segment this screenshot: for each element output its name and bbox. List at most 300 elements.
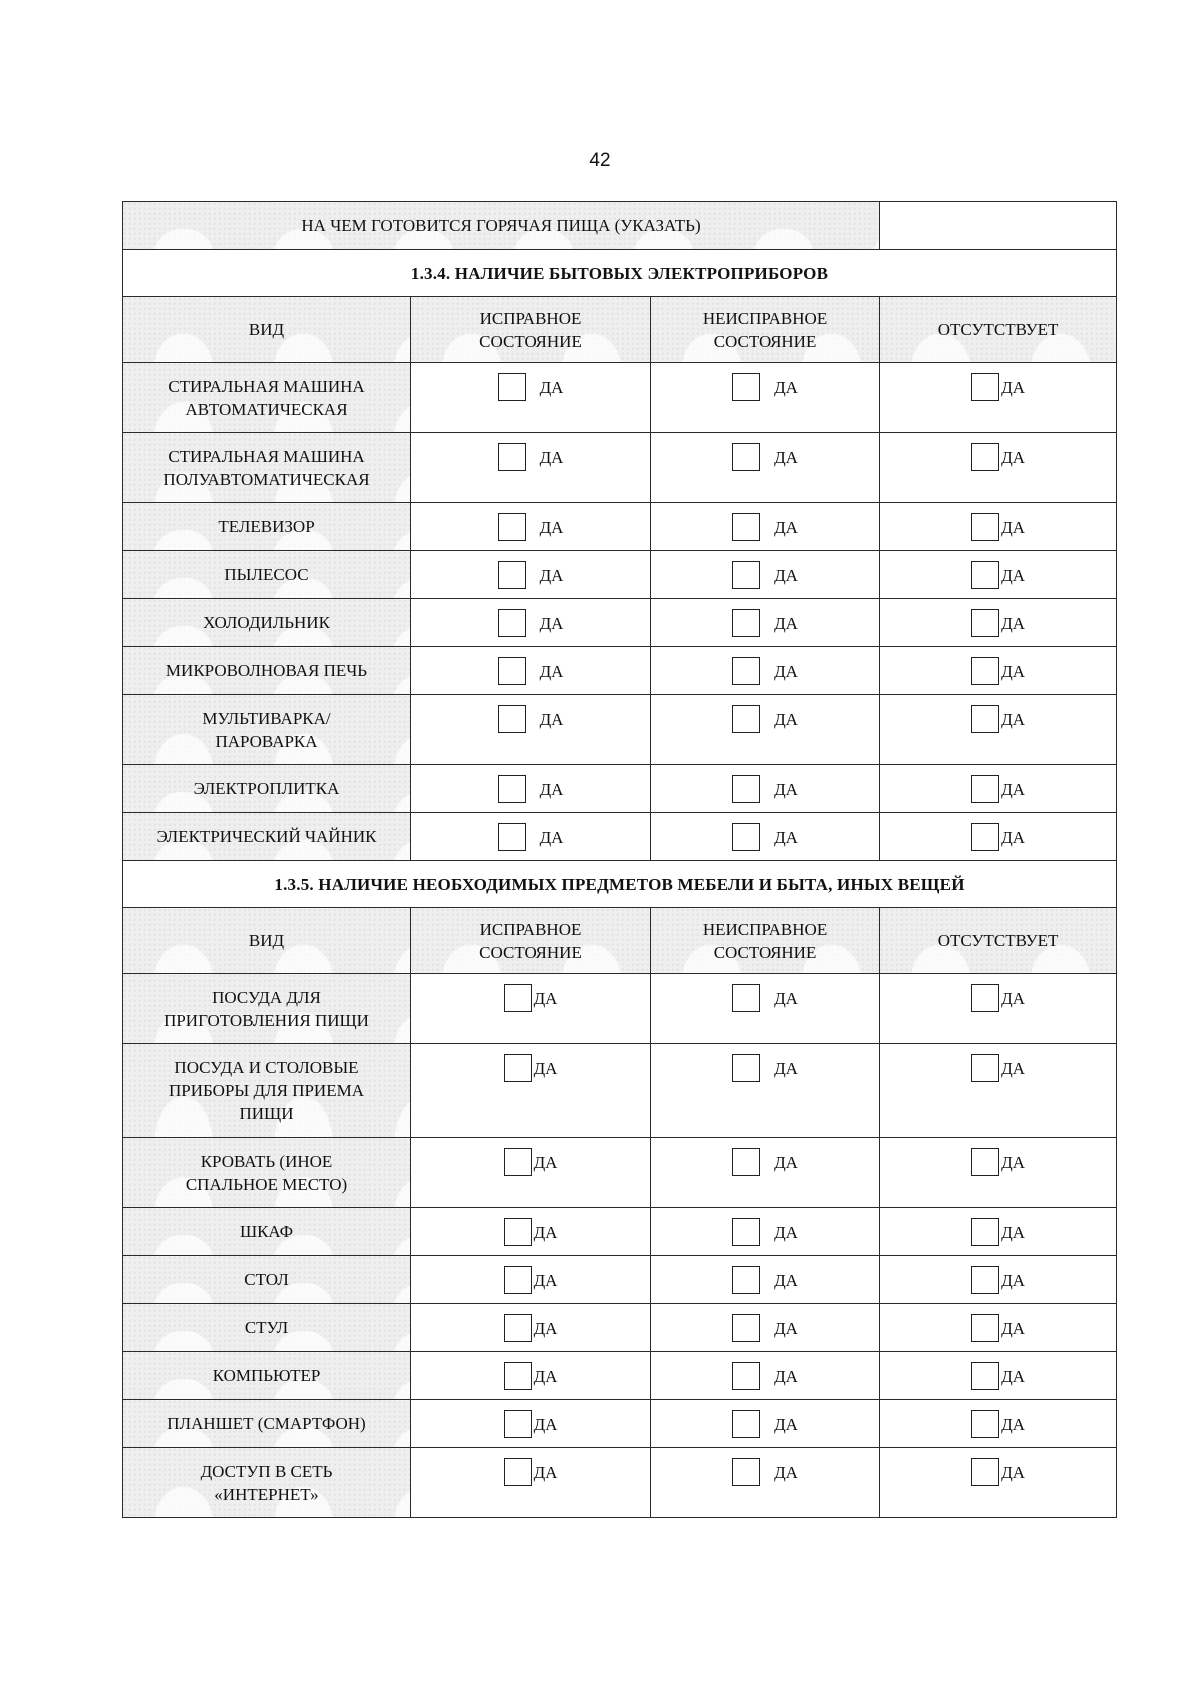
furniture-item-row	[123, 1256, 1117, 1304]
option-absent	[971, 823, 1025, 851]
checkbox-good[interactable]	[504, 1362, 532, 1390]
column-header-absent: ОТСУТСТВУЕТ	[880, 908, 1117, 974]
option-cell-good	[411, 1304, 651, 1352]
checkbox-label: ДА	[1001, 1414, 1025, 1434]
appliances-item-name	[123, 695, 411, 765]
checkbox-absent[interactable]	[971, 443, 999, 471]
checkbox-label: ДА	[774, 1414, 798, 1434]
option-bad	[732, 1458, 798, 1486]
furniture-item-name	[123, 974, 411, 1044]
checkbox-bad[interactable]	[732, 1218, 760, 1246]
option-bad	[732, 984, 798, 1012]
furniture-item-row	[123, 1044, 1117, 1138]
option-cell-bad	[651, 1044, 880, 1138]
checkbox-good[interactable]	[498, 705, 526, 733]
option-good	[498, 513, 564, 541]
option-absent	[971, 1266, 1025, 1294]
checkbox-bad[interactable]	[732, 984, 760, 1012]
checkbox-label: ДА	[1001, 613, 1025, 633]
option-cell-bad	[651, 599, 880, 647]
furniture-item-row	[123, 1400, 1117, 1448]
option-good	[498, 775, 564, 803]
option-bad	[732, 1410, 798, 1438]
checkbox-label: ДА	[1001, 1152, 1025, 1172]
cooking-label: НА ЧЕМ ГОТОВИТСЯ ГОРЯЧАЯ ПИЩА (УКАЗАТЬ)	[123, 202, 880, 250]
option-absent	[971, 513, 1025, 541]
option-cell-good	[411, 765, 651, 813]
checkbox-label: ДА	[774, 613, 798, 633]
option-cell-absent	[880, 551, 1117, 599]
checkbox-label: ДА	[533, 988, 558, 1008]
checkbox-absent[interactable]	[971, 657, 999, 685]
option-cell-bad	[651, 695, 880, 765]
checkbox-label: ДА	[774, 1270, 798, 1290]
option-cell-absent	[880, 1208, 1117, 1256]
checkbox-good[interactable]	[504, 1218, 532, 1246]
option-cell-good	[411, 1400, 651, 1448]
option-cell-good	[411, 1044, 651, 1138]
furniture-item-name	[123, 1044, 411, 1138]
option-cell-good	[411, 363, 651, 433]
column-header-kind: ВИД	[123, 297, 411, 363]
checkbox-label: ДА	[539, 447, 564, 467]
checkbox-label: ДА	[774, 1462, 798, 1482]
column-header-good-line: СОСТОЯНИЕ	[479, 942, 582, 962]
option-absent	[971, 984, 1025, 1012]
option-cell-bad	[651, 1208, 880, 1256]
furniture-item-name	[123, 1352, 411, 1400]
option-cell-absent	[880, 503, 1117, 551]
option-good	[504, 984, 558, 1012]
option-good	[498, 443, 564, 471]
checkbox-label: ДА	[1001, 709, 1025, 729]
checkbox-label: ДА	[1001, 1222, 1025, 1242]
option-good	[504, 1054, 558, 1082]
option-good	[498, 657, 564, 685]
checkbox-label: ДА	[1001, 988, 1025, 1008]
checkbox-good[interactable]	[504, 1266, 532, 1294]
item-name-line: ПРИГОТОВЛЕНИЯ ПИЩИ	[164, 1010, 369, 1030]
checkbox-label: ДА	[774, 447, 798, 467]
checkbox-absent[interactable]	[971, 1266, 999, 1294]
option-absent	[971, 1410, 1025, 1438]
checkbox-label: ДА	[539, 827, 564, 847]
checkbox-bad[interactable]	[732, 775, 760, 803]
column-header-good	[411, 908, 651, 974]
item-name-line: «ИНТЕРНЕТ»	[214, 1484, 319, 1504]
option-good	[504, 1362, 558, 1390]
furniture-item-name	[123, 1256, 411, 1304]
item-name-line: ЭЛЕКТРОПЛИТКА	[193, 779, 340, 798]
checkbox-label: ДА	[774, 517, 798, 537]
checkbox-good[interactable]	[504, 1314, 532, 1342]
option-bad	[732, 373, 798, 401]
option-cell-absent	[880, 1352, 1117, 1400]
option-cell-good	[411, 813, 651, 861]
item-name-line: СТУЛ	[244, 1318, 289, 1337]
checkbox-label: ДА	[774, 1366, 798, 1386]
appliances-column-header	[123, 297, 1117, 363]
option-good	[504, 1314, 558, 1342]
option-good	[504, 1266, 558, 1294]
option-bad	[732, 1054, 798, 1082]
checkbox-absent[interactable]	[971, 1362, 999, 1390]
option-absent	[971, 609, 1025, 637]
column-header-bad-line: НЕИСПРАВНОЕ	[702, 308, 828, 328]
item-name-line: СТОЛ	[244, 1270, 289, 1289]
option-absent	[971, 1218, 1025, 1246]
checkbox-absent[interactable]	[971, 1218, 999, 1246]
option-cell-absent	[880, 1138, 1117, 1208]
checkbox-bad[interactable]	[732, 705, 760, 733]
appliances-title: 1.3.4. НАЛИЧИЕ БЫТОВЫХ ЭЛЕКТРОПРИБОРОВ	[123, 250, 1117, 297]
item-name-line: ПАРОВАРКА	[215, 731, 318, 751]
option-absent	[971, 443, 1025, 471]
appliances-item-name	[123, 647, 411, 695]
option-bad	[732, 609, 798, 637]
checkbox-label: ДА	[1001, 661, 1025, 681]
checkbox-label: ДА	[774, 565, 798, 585]
item-name-line: ПОСУДА И СТОЛОВЫЕ	[174, 1058, 359, 1077]
checkbox-bad[interactable]	[732, 1410, 760, 1438]
checkbox-label: ДА	[774, 779, 798, 799]
option-cell-absent	[880, 647, 1117, 695]
option-cell-bad	[651, 813, 880, 861]
checkbox-good[interactable]	[498, 823, 526, 851]
checkbox-bad[interactable]	[732, 513, 760, 541]
option-cell-absent	[880, 599, 1117, 647]
appliances-item-row	[123, 551, 1117, 599]
option-bad	[732, 657, 798, 685]
checkbox-label: ДА	[533, 1414, 558, 1434]
option-cell-good	[411, 1138, 651, 1208]
item-name-line: ПОЛУАВТОМАТИЧЕСКАЯ	[163, 469, 370, 489]
checkbox-bad[interactable]	[732, 373, 760, 401]
checkbox-label: ДА	[539, 377, 564, 397]
checkbox-good[interactable]	[498, 443, 526, 471]
checkbox-label: ДА	[1001, 1462, 1025, 1482]
checkbox-good[interactable]	[504, 1148, 532, 1176]
checkbox-absent[interactable]	[971, 1410, 999, 1438]
item-name-line: ШКАФ	[239, 1222, 294, 1241]
checkbox-label: ДА	[539, 779, 564, 799]
option-bad	[732, 561, 798, 589]
checkbox-label: ДА	[774, 1058, 798, 1078]
option-bad	[732, 443, 798, 471]
option-cell-absent	[880, 1400, 1117, 1448]
checkbox-label: ДА	[533, 1222, 558, 1242]
option-cell-absent	[880, 813, 1117, 861]
checkbox-bad[interactable]	[732, 657, 760, 685]
column-header-good-line: ИСПРАВНОЕ	[479, 308, 582, 328]
option-cell-bad	[651, 1138, 880, 1208]
page-number: 42	[589, 150, 611, 171]
item-name-line: ТЕЛЕВИЗОР	[218, 517, 315, 536]
option-cell-absent	[880, 765, 1117, 813]
item-name-line: СПАЛЬНОЕ МЕСТО)	[185, 1174, 348, 1194]
column-header-bad	[651, 908, 880, 974]
option-cell-bad	[651, 647, 880, 695]
checkbox-bad[interactable]	[732, 443, 760, 471]
item-name-line: ЭЛЕКТРИЧЕСКИЙ ЧАЙНИК	[156, 827, 377, 846]
checkbox-label: ДА	[774, 988, 798, 1008]
option-cell-absent	[880, 1304, 1117, 1352]
column-header-good-line: ИСПРАВНОЕ	[479, 919, 582, 939]
furniture-item-row	[123, 1352, 1117, 1400]
checkbox-good[interactable]	[498, 513, 526, 541]
option-cell-good	[411, 1208, 651, 1256]
checkbox-label: ДА	[539, 565, 564, 585]
appliances-item-row	[123, 813, 1117, 861]
cooking-row	[123, 202, 1117, 250]
checkbox-bad[interactable]	[732, 561, 760, 589]
option-cell-good	[411, 433, 651, 503]
checkbox-label: ДА	[1001, 565, 1025, 585]
option-cell-bad	[651, 1256, 880, 1304]
option-cell-good	[411, 551, 651, 599]
furniture-item-name	[123, 1208, 411, 1256]
checkbox-label: ДА	[539, 661, 564, 681]
column-header-bad-line: НЕИСПРАВНОЕ	[702, 919, 828, 939]
checkbox-bad[interactable]	[732, 1054, 760, 1082]
checkbox-label: ДА	[1001, 1058, 1025, 1078]
furniture-item-row	[123, 1304, 1117, 1352]
option-cell-good	[411, 974, 651, 1044]
appliances-item-row	[123, 599, 1117, 647]
checkbox-label: ДА	[539, 709, 564, 729]
checkbox-label: ДА	[1001, 1318, 1025, 1338]
checkbox-label: ДА	[533, 1270, 558, 1290]
appliances-item-row	[123, 363, 1117, 433]
furniture-item-name	[123, 1138, 411, 1208]
checkbox-label: ДА	[1001, 517, 1025, 537]
checkbox-bad[interactable]	[732, 609, 760, 637]
furniture-title: 1.3.5. НАЛИЧИЕ НЕОБХОДИМЫХ ПРЕДМЕТОВ МЕБЕЛИ И БЫТА, ИНЫХ ВЕЩЕЙ	[123, 861, 1117, 908]
option-cell-bad	[651, 433, 880, 503]
cooking-value-field[interactable]	[880, 202, 1117, 250]
column-header-bad	[651, 297, 880, 363]
checkbox-label: ДА	[539, 517, 564, 537]
checkbox-label: ДА	[774, 827, 798, 847]
option-bad	[732, 513, 798, 541]
item-name-line: ПОСУДА ДЛЯ	[212, 987, 321, 1007]
option-bad	[732, 1266, 798, 1294]
option-absent	[971, 1054, 1025, 1082]
option-bad	[732, 823, 798, 851]
column-header-good-line: СОСТОЯНИЕ	[479, 331, 582, 351]
furniture-item-name	[123, 1304, 411, 1352]
checkbox-absent[interactable]	[971, 513, 999, 541]
appliances-item-name	[123, 813, 411, 861]
furniture-item-name	[123, 1448, 411, 1518]
checkbox-absent[interactable]	[971, 705, 999, 733]
option-cell-bad	[651, 1352, 880, 1400]
option-bad	[732, 1314, 798, 1342]
option-cell-bad	[651, 363, 880, 433]
item-name-line: ДОСТУП В СЕТЬ	[200, 1461, 333, 1481]
appliances-item-name	[123, 551, 411, 599]
checkbox-label: ДА	[533, 1058, 558, 1078]
checkbox-good[interactable]	[498, 775, 526, 803]
option-cell-absent	[880, 1448, 1117, 1518]
checkbox-absent[interactable]	[971, 609, 999, 637]
option-cell-good	[411, 1256, 651, 1304]
option-absent	[971, 657, 1025, 685]
option-cell-absent	[880, 363, 1117, 433]
checkbox-bad[interactable]	[732, 823, 760, 851]
option-cell-bad	[651, 551, 880, 599]
checkbox-bad[interactable]	[732, 1314, 760, 1342]
checkbox-bad[interactable]	[732, 1362, 760, 1390]
item-name-line: СТИРАЛЬНАЯ МАШИНА	[168, 446, 365, 466]
option-bad	[732, 1218, 798, 1246]
item-name-line: МИКРОВОЛНОВАЯ ПЕЧЬ	[165, 661, 368, 680]
option-cell-bad	[651, 1448, 880, 1518]
furniture-column-header	[123, 908, 1117, 974]
checkbox-absent[interactable]	[971, 1148, 999, 1176]
option-absent	[971, 1314, 1025, 1342]
appliances-title-row	[123, 250, 1117, 297]
option-bad	[732, 1148, 798, 1176]
option-good	[498, 609, 564, 637]
checkbox-good[interactable]	[498, 561, 526, 589]
appliances-item-row	[123, 433, 1117, 503]
item-name-line: СТИРАЛЬНАЯ МАШИНА	[168, 376, 365, 396]
item-name-line: ХОЛОДИЛЬНИК	[203, 613, 330, 632]
option-absent	[971, 1148, 1025, 1176]
item-name-line: ПЫЛЕСОС	[224, 565, 309, 584]
column-header-absent: ОТСУТСТВУЕТ	[880, 297, 1117, 363]
option-cell-bad	[651, 1400, 880, 1448]
column-header-kind: ВИД	[123, 908, 411, 974]
checkbox-good[interactable]	[504, 1410, 532, 1438]
appliances-item-row	[123, 765, 1117, 813]
appliances-item-row	[123, 695, 1117, 765]
furniture-title-row	[123, 861, 1117, 908]
checkbox-absent[interactable]	[971, 823, 999, 851]
appliances-item-row	[123, 503, 1117, 551]
option-cell-good	[411, 599, 651, 647]
checkbox-label: ДА	[774, 377, 798, 397]
checkbox-label: ДА	[533, 1318, 558, 1338]
checkbox-good[interactable]	[498, 657, 526, 685]
checkbox-good[interactable]	[504, 1458, 532, 1486]
option-cell-absent	[880, 433, 1117, 503]
appliances-item-row	[123, 647, 1117, 695]
checkbox-label: ДА	[1001, 447, 1025, 467]
option-good	[504, 1458, 558, 1486]
checkbox-absent[interactable]	[971, 1054, 999, 1082]
option-absent	[971, 775, 1025, 803]
option-good	[504, 1410, 558, 1438]
checkbox-absent[interactable]	[971, 984, 999, 1012]
furniture-item-row	[123, 1448, 1117, 1518]
furniture-item-row	[123, 974, 1117, 1044]
checkbox-good[interactable]	[498, 373, 526, 401]
checkbox-absent[interactable]	[971, 1458, 999, 1486]
household-inventory-table	[122, 201, 1117, 1518]
option-cell-absent	[880, 695, 1117, 765]
checkbox-label: ДА	[1001, 1366, 1025, 1386]
option-bad	[732, 775, 798, 803]
item-name-line: ПРИБОРЫ ДЛЯ ПРИЕМА	[169, 1081, 364, 1100]
option-good	[498, 561, 564, 589]
checkbox-label: ДА	[774, 1318, 798, 1338]
option-cell-good	[411, 1352, 651, 1400]
option-cell-absent	[880, 974, 1117, 1044]
item-name-line: КОМПЬЮТЕР	[212, 1366, 321, 1385]
checkbox-bad[interactable]	[732, 1266, 760, 1294]
appliances-item-name	[123, 503, 411, 551]
checkbox-good[interactable]	[504, 984, 532, 1012]
checkbox-label: ДА	[1001, 779, 1025, 799]
checkbox-label: ДА	[774, 661, 798, 681]
furniture-item-row	[123, 1138, 1117, 1208]
checkbox-label: ДА	[533, 1152, 558, 1172]
option-cell-good	[411, 647, 651, 695]
column-header-bad-line: СОСТОЯНИЕ	[713, 331, 817, 351]
item-name-line: ПЛАНШЕТ (СМАРТФОН)	[167, 1414, 366, 1433]
checkbox-good[interactable]	[498, 609, 526, 637]
checkbox-label: ДА	[533, 1462, 558, 1482]
option-cell-bad	[651, 765, 880, 813]
option-absent	[971, 561, 1025, 589]
checkbox-good[interactable]	[504, 1054, 532, 1082]
checkbox-label: ДА	[774, 709, 798, 729]
option-cell-good	[411, 695, 651, 765]
appliances-item-name	[123, 433, 411, 503]
option-bad	[732, 705, 798, 733]
checkbox-label: ДА	[1001, 827, 1025, 847]
item-name-line: АВТОМАТИЧЕСКАЯ	[185, 399, 348, 419]
appliances-item-name	[123, 363, 411, 433]
option-good	[498, 373, 564, 401]
checkbox-absent[interactable]	[971, 1314, 999, 1342]
option-cell-good	[411, 1448, 651, 1518]
option-absent	[971, 373, 1025, 401]
checkbox-absent[interactable]	[971, 775, 999, 803]
checkbox-label: ДА	[533, 1366, 558, 1386]
option-cell-bad	[651, 974, 880, 1044]
furniture-item-row	[123, 1208, 1117, 1256]
option-good	[504, 1148, 558, 1176]
checkbox-absent[interactable]	[971, 373, 999, 401]
option-cell-absent	[880, 1044, 1117, 1138]
checkbox-absent[interactable]	[971, 561, 999, 589]
option-cell-bad	[651, 503, 880, 551]
option-bad	[732, 1362, 798, 1390]
option-cell-good	[411, 503, 651, 551]
option-cell-absent	[880, 1256, 1117, 1304]
option-good	[498, 705, 564, 733]
checkbox-label: ДА	[539, 613, 564, 633]
option-good	[498, 823, 564, 851]
checkbox-bad[interactable]	[732, 1148, 760, 1176]
appliances-item-name	[123, 765, 411, 813]
column-header-good	[411, 297, 651, 363]
checkbox-bad[interactable]	[732, 1458, 760, 1486]
appliances-item-name	[123, 599, 411, 647]
option-cell-bad	[651, 1304, 880, 1352]
checkbox-label: ДА	[1001, 377, 1025, 397]
item-name-line: МУЛЬТИВАРКА/	[202, 708, 331, 728]
checkbox-label: ДА	[774, 1222, 798, 1242]
option-absent	[971, 705, 1025, 733]
item-name-line: ПИЩИ	[239, 1104, 294, 1123]
option-absent	[971, 1362, 1025, 1390]
option-good	[504, 1218, 558, 1246]
checkbox-label: ДА	[1001, 1270, 1025, 1290]
